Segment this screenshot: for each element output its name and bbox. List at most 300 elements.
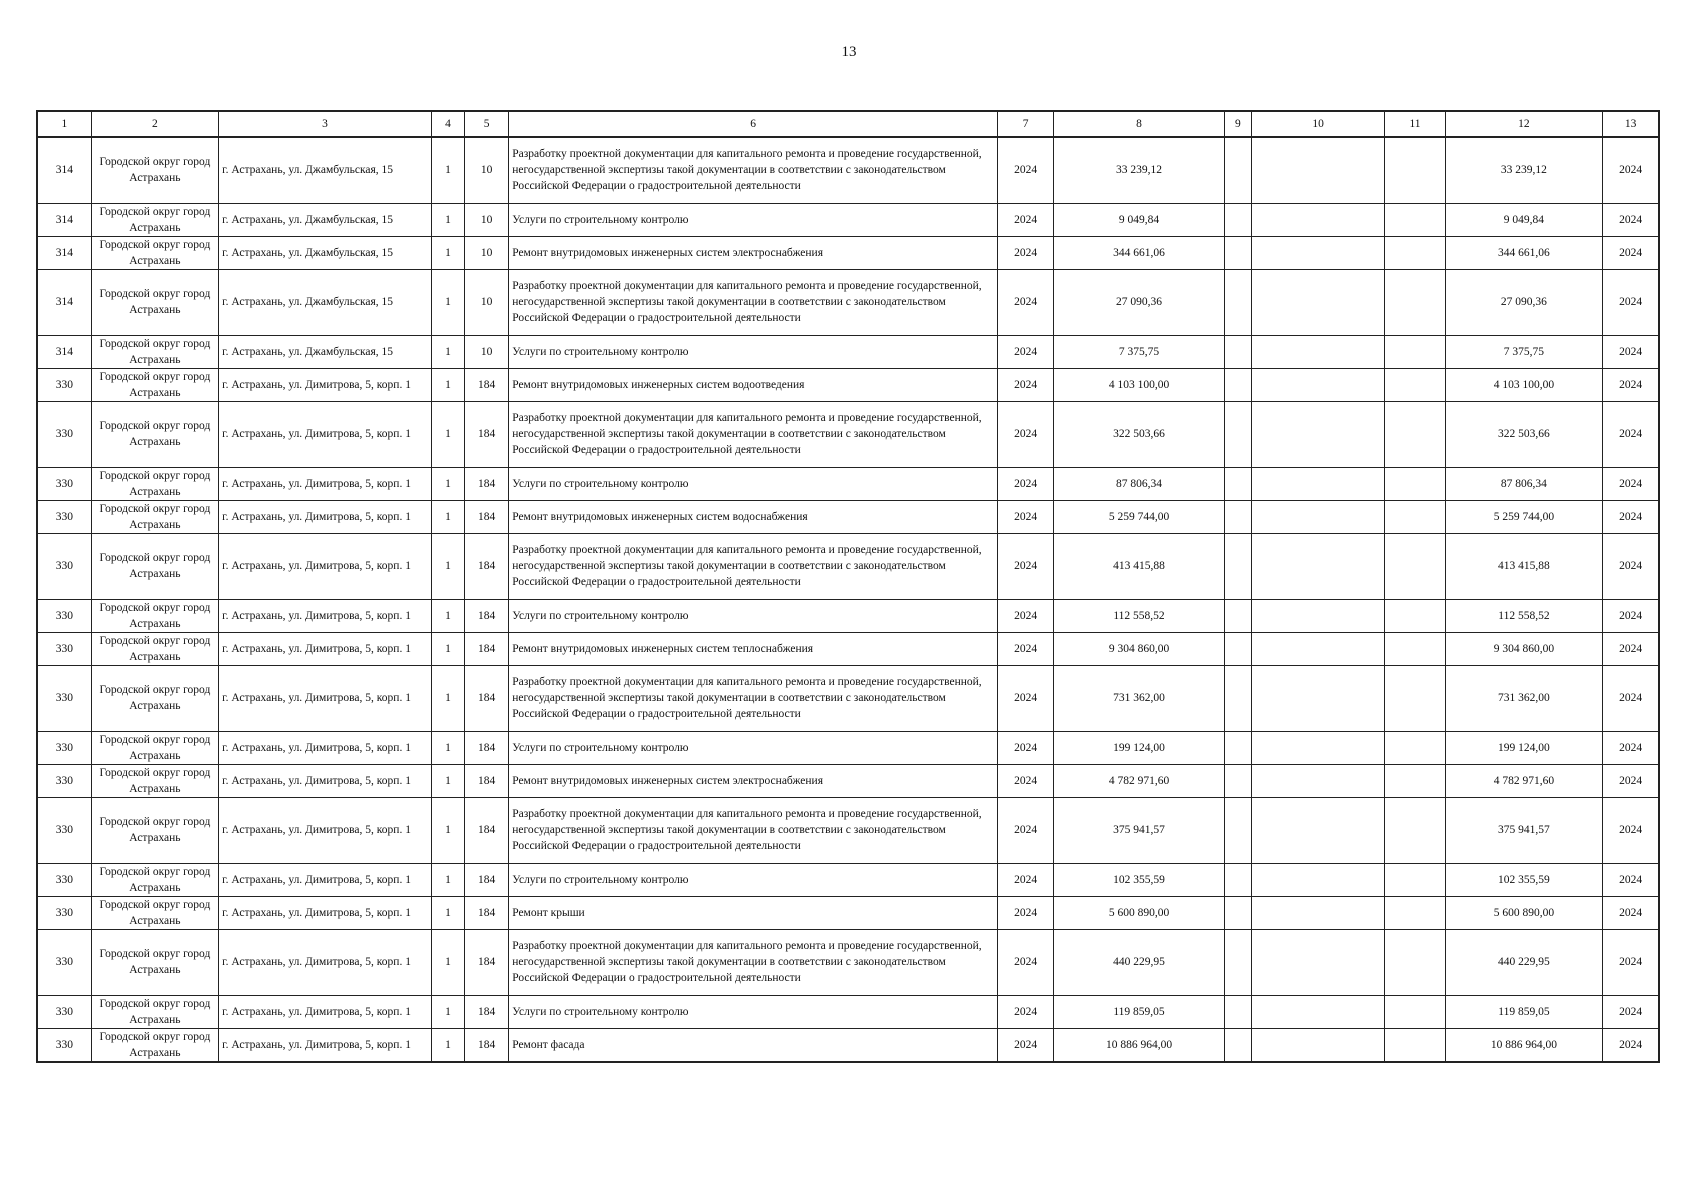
cell-col9 [1224, 368, 1251, 401]
cell-col11 [1385, 137, 1445, 203]
cell-year: 2024 [998, 929, 1054, 995]
cell-amount: 119 859,05 [1054, 995, 1225, 1028]
cell-amount: 112 558,52 [1054, 599, 1225, 632]
cell-year: 2024 [998, 500, 1054, 533]
cell-work-type: Услуги по строительному контролю [509, 467, 998, 500]
cell-amount: 440 229,95 [1054, 929, 1225, 995]
cell-col10 [1251, 599, 1384, 632]
cell-amount-total: 9 049,84 [1445, 203, 1603, 236]
cell-address: г. Астрахань, ул. Джамбульская, 15 [219, 269, 432, 335]
cell-work-type: Ремонт фасада [509, 1028, 998, 1062]
cell-record-id: 330 [37, 797, 91, 863]
cell-address: г. Астрахань, ул. Димитрова, 5, корп. 1 [219, 731, 432, 764]
cell-col4: 1 [431, 1028, 464, 1062]
table-row [37, 665, 1659, 731]
table-row [37, 797, 1659, 863]
cell-municipality: Городской округ город Астрахань [91, 203, 218, 236]
cell-municipality: Городской округ город Астрахань [91, 236, 218, 269]
cell-col5: 184 [465, 632, 509, 665]
column-header: 2 [91, 111, 218, 137]
cell-completion-year: 2024 [1603, 137, 1659, 203]
cell-col10 [1251, 929, 1384, 995]
cell-amount: 5 600 890,00 [1054, 896, 1225, 929]
cell-record-id: 330 [37, 764, 91, 797]
cell-col9 [1224, 632, 1251, 665]
cell-amount-total: 9 304 860,00 [1445, 632, 1603, 665]
cell-year: 2024 [998, 236, 1054, 269]
cell-amount-total: 5 600 890,00 [1445, 896, 1603, 929]
cell-col10 [1251, 797, 1384, 863]
cell-amount-total: 119 859,05 [1445, 995, 1603, 1028]
cell-col9 [1224, 1028, 1251, 1062]
cell-amount-total: 87 806,34 [1445, 467, 1603, 500]
cell-amount-total: 27 090,36 [1445, 269, 1603, 335]
cell-amount: 4 782 971,60 [1054, 764, 1225, 797]
cell-municipality: Городской округ город Астрахань [91, 1028, 218, 1062]
cell-municipality: Городской округ город Астрахань [91, 368, 218, 401]
cell-col9 [1224, 137, 1251, 203]
cell-col11 [1385, 335, 1445, 368]
cell-address: г. Астрахань, ул. Джамбульская, 15 [219, 335, 432, 368]
cell-col5: 184 [465, 368, 509, 401]
cell-amount-total: 4 103 100,00 [1445, 368, 1603, 401]
cell-year: 2024 [998, 137, 1054, 203]
cell-year: 2024 [998, 269, 1054, 335]
cell-year: 2024 [998, 896, 1054, 929]
cell-year: 2024 [998, 599, 1054, 632]
cell-amount-total: 10 886 964,00 [1445, 1028, 1603, 1062]
cell-completion-year: 2024 [1603, 665, 1659, 731]
cell-address: г. Астрахань, ул. Джамбульская, 15 [219, 203, 432, 236]
cell-work-type: Разработку проектной документации для капитального ремонта и проведение государственной, негосударственной экспертизы такой документации в соответствии с законодательством Российской Федерации о градостроительной деятельности [509, 929, 998, 995]
cell-col9 [1224, 797, 1251, 863]
cell-amount: 7 375,75 [1054, 335, 1225, 368]
cell-municipality: Городской округ город Астрахань [91, 896, 218, 929]
cell-col10 [1251, 995, 1384, 1028]
cell-col11 [1385, 929, 1445, 995]
cell-col5: 184 [465, 764, 509, 797]
cell-municipality: Городской округ город Астрахань [91, 137, 218, 203]
column-header: 6 [509, 111, 998, 137]
cell-municipality: Городской округ город Астрахань [91, 764, 218, 797]
cell-completion-year: 2024 [1603, 1028, 1659, 1062]
cell-col5: 184 [465, 401, 509, 467]
cell-col5: 10 [465, 236, 509, 269]
cell-col11 [1385, 500, 1445, 533]
cell-col10 [1251, 533, 1384, 599]
cell-col5: 184 [465, 500, 509, 533]
cell-year: 2024 [998, 731, 1054, 764]
table-row [37, 203, 1659, 236]
cell-municipality: Городской округ город Астрахань [91, 995, 218, 1028]
cell-address: г. Астрахань, ул. Димитрова, 5, корп. 1 [219, 401, 432, 467]
cell-col11 [1385, 467, 1445, 500]
cell-address: г. Астрахань, ул. Димитрова, 5, корп. 1 [219, 500, 432, 533]
cell-address: г. Астрахань, ул. Димитрова, 5, корп. 1 [219, 995, 432, 1028]
cell-amount-total: 375 941,57 [1445, 797, 1603, 863]
cell-record-id: 330 [37, 896, 91, 929]
cell-address: г. Астрахань, ул. Димитрова, 5, корп. 1 [219, 533, 432, 599]
header-row [37, 111, 1659, 137]
cell-col4: 1 [431, 203, 464, 236]
table-row [37, 929, 1659, 995]
cell-col10 [1251, 467, 1384, 500]
cell-address: г. Астрахань, ул. Димитрова, 5, корп. 1 [219, 599, 432, 632]
cell-col9 [1224, 533, 1251, 599]
table-row [37, 467, 1659, 500]
cell-col9 [1224, 929, 1251, 995]
cell-amount: 4 103 100,00 [1054, 368, 1225, 401]
table-row [37, 896, 1659, 929]
cell-col11 [1385, 269, 1445, 335]
table-row [37, 731, 1659, 764]
cell-col9 [1224, 764, 1251, 797]
column-header: 11 [1385, 111, 1445, 137]
cell-completion-year: 2024 [1603, 401, 1659, 467]
cell-year: 2024 [998, 203, 1054, 236]
cell-record-id: 330 [37, 731, 91, 764]
cell-amount-total: 33 239,12 [1445, 137, 1603, 203]
cell-amount-total: 731 362,00 [1445, 665, 1603, 731]
cell-completion-year: 2024 [1603, 632, 1659, 665]
cell-address: г. Астрахань, ул. Димитрова, 5, корп. 1 [219, 797, 432, 863]
repair-schedule-table [36, 110, 1660, 1063]
cell-amount-total: 440 229,95 [1445, 929, 1603, 995]
cell-year: 2024 [998, 467, 1054, 500]
cell-col11 [1385, 1028, 1445, 1062]
cell-col10 [1251, 203, 1384, 236]
cell-municipality: Городской округ город Астрахань [91, 797, 218, 863]
cell-col11 [1385, 797, 1445, 863]
cell-col11 [1385, 896, 1445, 929]
table-row [37, 368, 1659, 401]
cell-amount: 10 886 964,00 [1054, 1028, 1225, 1062]
cell-col4: 1 [431, 632, 464, 665]
cell-year: 2024 [998, 764, 1054, 797]
cell-work-type: Разработку проектной документации для капитального ремонта и проведение государственной, негосударственной экспертизы такой документации в соответствии с законодательством Российской Федерации о градостроительной деятельности [509, 665, 998, 731]
cell-col10 [1251, 236, 1384, 269]
table-row [37, 335, 1659, 368]
cell-col9 [1224, 335, 1251, 368]
cell-col11 [1385, 764, 1445, 797]
cell-amount-total: 344 661,06 [1445, 236, 1603, 269]
cell-col5: 184 [465, 1028, 509, 1062]
cell-municipality: Городской округ город Астрахань [91, 731, 218, 764]
cell-col9 [1224, 665, 1251, 731]
cell-col9 [1224, 863, 1251, 896]
cell-municipality: Городской округ город Астрахань [91, 665, 218, 731]
cell-work-type: Ремонт внутридомовых инженерных систем теплоснабжения [509, 632, 998, 665]
cell-col5: 184 [465, 533, 509, 599]
cell-completion-year: 2024 [1603, 236, 1659, 269]
cell-col11 [1385, 368, 1445, 401]
cell-address: г. Астрахань, ул. Димитрова, 5, корп. 1 [219, 467, 432, 500]
cell-address: г. Астрахань, ул. Димитрова, 5, корп. 1 [219, 665, 432, 731]
cell-municipality: Городской округ город Астрахань [91, 533, 218, 599]
cell-amount: 375 941,57 [1054, 797, 1225, 863]
cell-col5: 184 [465, 467, 509, 500]
cell-col4: 1 [431, 401, 464, 467]
cell-year: 2024 [998, 665, 1054, 731]
cell-col11 [1385, 731, 1445, 764]
cell-col4: 1 [431, 269, 464, 335]
cell-amount-total: 7 375,75 [1445, 335, 1603, 368]
cell-col9 [1224, 401, 1251, 467]
cell-amount-total: 5 259 744,00 [1445, 500, 1603, 533]
cell-completion-year: 2024 [1603, 368, 1659, 401]
cell-municipality: Городской округ город Астрахань [91, 929, 218, 995]
cell-col11 [1385, 401, 1445, 467]
cell-col11 [1385, 665, 1445, 731]
cell-col4: 1 [431, 731, 464, 764]
column-header: 13 [1603, 111, 1659, 137]
cell-work-type: Разработку проектной документации для капитального ремонта и проведение государственной, негосударственной экспертизы такой документации в соответствии с законодательством Российской Федерации о градостроительной деятельности [509, 269, 998, 335]
cell-address: г. Астрахань, ул. Димитрова, 5, корп. 1 [219, 896, 432, 929]
cell-amount-total: 4 782 971,60 [1445, 764, 1603, 797]
table-body [37, 137, 1659, 1062]
cell-col9 [1224, 500, 1251, 533]
table-row [37, 632, 1659, 665]
cell-col5: 184 [465, 797, 509, 863]
cell-col4: 1 [431, 764, 464, 797]
cell-col4: 1 [431, 995, 464, 1028]
cell-record-id: 330 [37, 665, 91, 731]
column-header: 9 [1224, 111, 1251, 137]
cell-col4: 1 [431, 236, 464, 269]
cell-record-id: 330 [37, 401, 91, 467]
cell-col10 [1251, 632, 1384, 665]
cell-amount: 87 806,34 [1054, 467, 1225, 500]
cell-col4: 1 [431, 335, 464, 368]
cell-col10 [1251, 137, 1384, 203]
cell-col4: 1 [431, 797, 464, 863]
cell-address: г. Астрахань, ул. Димитрова, 5, корп. 1 [219, 863, 432, 896]
cell-record-id: 330 [37, 467, 91, 500]
cell-amount: 9 304 860,00 [1054, 632, 1225, 665]
cell-year: 2024 [998, 533, 1054, 599]
table-row [37, 1028, 1659, 1062]
cell-col4: 1 [431, 533, 464, 599]
cell-record-id: 330 [37, 1028, 91, 1062]
cell-col5: 10 [465, 137, 509, 203]
cell-address: г. Астрахань, ул. Димитрова, 5, корп. 1 [219, 368, 432, 401]
cell-col11 [1385, 533, 1445, 599]
cell-col10 [1251, 863, 1384, 896]
cell-completion-year: 2024 [1603, 500, 1659, 533]
table-row [37, 995, 1659, 1028]
cell-col9 [1224, 203, 1251, 236]
cell-address: г. Астрахань, ул. Димитрова, 5, корп. 1 [219, 1028, 432, 1062]
column-header: 7 [998, 111, 1054, 137]
cell-municipality: Городской округ город Астрахань [91, 335, 218, 368]
cell-col11 [1385, 236, 1445, 269]
cell-completion-year: 2024 [1603, 467, 1659, 500]
cell-address: г. Астрахань, ул. Джамбульская, 15 [219, 137, 432, 203]
cell-amount-total: 102 355,59 [1445, 863, 1603, 896]
cell-year: 2024 [998, 401, 1054, 467]
cell-col4: 1 [431, 467, 464, 500]
cell-col4: 1 [431, 863, 464, 896]
cell-amount-total: 112 558,52 [1445, 599, 1603, 632]
cell-work-type: Разработку проектной документации для капитального ремонта и проведение государственной, негосударственной экспертизы такой документации в соответствии с законодательством Российской Федерации о градостроительной деятельности [509, 533, 998, 599]
cell-amount: 199 124,00 [1054, 731, 1225, 764]
column-header: 12 [1445, 111, 1603, 137]
page-number: 13 [841, 44, 857, 60]
cell-col4: 1 [431, 599, 464, 632]
cell-record-id: 330 [37, 500, 91, 533]
cell-completion-year: 2024 [1603, 929, 1659, 995]
table-row [37, 137, 1659, 203]
cell-col11 [1385, 203, 1445, 236]
cell-year: 2024 [998, 797, 1054, 863]
cell-record-id: 314 [37, 269, 91, 335]
cell-col10 [1251, 368, 1384, 401]
table-row [37, 533, 1659, 599]
cell-amount: 731 362,00 [1054, 665, 1225, 731]
cell-col10 [1251, 401, 1384, 467]
cell-col10 [1251, 665, 1384, 731]
column-header: 10 [1251, 111, 1384, 137]
table-row [37, 500, 1659, 533]
cell-year: 2024 [998, 1028, 1054, 1062]
cell-col9 [1224, 731, 1251, 764]
cell-record-id: 330 [37, 632, 91, 665]
cell-completion-year: 2024 [1603, 995, 1659, 1028]
cell-address: г. Астрахань, ул. Димитрова, 5, корп. 1 [219, 632, 432, 665]
cell-work-type: Ремонт внутридомовых инженерных систем электроснабжения [509, 236, 998, 269]
cell-work-type: Разработку проектной документации для капитального ремонта и проведение государственной, негосударственной экспертизы такой документации в соответствии с законодательством Российской Федерации о градостроительной деятельности [509, 797, 998, 863]
cell-municipality: Городской округ город Астрахань [91, 632, 218, 665]
cell-amount-total: 413 415,88 [1445, 533, 1603, 599]
column-header: 4 [431, 111, 464, 137]
cell-col4: 1 [431, 929, 464, 995]
cell-work-type: Услуги по строительному контролю [509, 203, 998, 236]
cell-work-type: Ремонт внутридомовых инженерных систем водоотведения [509, 368, 998, 401]
table-row [37, 401, 1659, 467]
cell-year: 2024 [998, 335, 1054, 368]
cell-col5: 184 [465, 929, 509, 995]
table-row [37, 236, 1659, 269]
cell-amount-total: 199 124,00 [1445, 731, 1603, 764]
cell-col5: 184 [465, 863, 509, 896]
cell-amount: 102 355,59 [1054, 863, 1225, 896]
cell-col10 [1251, 731, 1384, 764]
cell-amount: 5 259 744,00 [1054, 500, 1225, 533]
cell-completion-year: 2024 [1603, 533, 1659, 599]
cell-col11 [1385, 632, 1445, 665]
table-row [37, 764, 1659, 797]
column-header: 5 [465, 111, 509, 137]
cell-col9 [1224, 467, 1251, 500]
cell-col10 [1251, 764, 1384, 797]
cell-amount: 9 049,84 [1054, 203, 1225, 236]
cell-work-type: Услуги по строительному контролю [509, 863, 998, 896]
cell-col5: 10 [465, 269, 509, 335]
cell-work-type: Ремонт внутридомовых инженерных систем водоснабжения [509, 500, 998, 533]
cell-col9 [1224, 896, 1251, 929]
column-header: 8 [1054, 111, 1225, 137]
cell-work-type: Разработку проектной документации для капитального ремонта и проведение государственной, негосударственной экспертизы такой документации в соответствии с законодательством Российской Федерации о градостроительной деятельности [509, 137, 998, 203]
cell-amount: 344 661,06 [1054, 236, 1225, 269]
column-header: 1 [37, 111, 91, 137]
cell-address: г. Астрахань, ул. Джамбульская, 15 [219, 236, 432, 269]
cell-work-type: Услуги по строительному контролю [509, 599, 998, 632]
cell-col4: 1 [431, 665, 464, 731]
cell-completion-year: 2024 [1603, 203, 1659, 236]
cell-amount: 27 090,36 [1054, 269, 1225, 335]
cell-completion-year: 2024 [1603, 599, 1659, 632]
cell-col10 [1251, 269, 1384, 335]
cell-record-id: 314 [37, 137, 91, 203]
cell-completion-year: 2024 [1603, 335, 1659, 368]
cell-record-id: 314 [37, 236, 91, 269]
cell-work-type: Услуги по строительному контролю [509, 335, 998, 368]
cell-col10 [1251, 335, 1384, 368]
cell-record-id: 330 [37, 929, 91, 995]
cell-municipality: Городской округ город Астрахань [91, 467, 218, 500]
cell-completion-year: 2024 [1603, 269, 1659, 335]
cell-col4: 1 [431, 896, 464, 929]
cell-municipality: Городской округ город Астрахань [91, 599, 218, 632]
cell-record-id: 330 [37, 533, 91, 599]
cell-work-type: Услуги по строительному контролю [509, 995, 998, 1028]
cell-col9 [1224, 599, 1251, 632]
cell-col5: 184 [465, 731, 509, 764]
table-row [37, 599, 1659, 632]
cell-record-id: 330 [37, 863, 91, 896]
cell-col11 [1385, 863, 1445, 896]
cell-work-type: Услуги по строительному контролю [509, 731, 998, 764]
cell-work-type: Ремонт внутридомовых инженерных систем электроснабжения [509, 764, 998, 797]
cell-col11 [1385, 599, 1445, 632]
cell-col4: 1 [431, 137, 464, 203]
cell-municipality: Городской округ город Астрахань [91, 863, 218, 896]
cell-year: 2024 [998, 368, 1054, 401]
cell-col4: 1 [431, 500, 464, 533]
cell-col4: 1 [431, 368, 464, 401]
cell-col5: 184 [465, 599, 509, 632]
cell-year: 2024 [998, 632, 1054, 665]
cell-completion-year: 2024 [1603, 731, 1659, 764]
cell-completion-year: 2024 [1603, 797, 1659, 863]
cell-col5: 10 [465, 203, 509, 236]
cell-address: г. Астрахань, ул. Димитрова, 5, корп. 1 [219, 764, 432, 797]
cell-col10 [1251, 896, 1384, 929]
cell-col5: 184 [465, 665, 509, 731]
cell-col9 [1224, 269, 1251, 335]
cell-record-id: 314 [37, 335, 91, 368]
table-row [37, 269, 1659, 335]
cell-work-type: Разработку проектной документации для капитального ремонта и проведение государственной, негосударственной экспертизы такой документации в соответствии с законодательством Российской Федерации о градостроительной деятельности [509, 401, 998, 467]
cell-col11 [1385, 995, 1445, 1028]
cell-record-id: 330 [37, 368, 91, 401]
cell-amount: 322 503,66 [1054, 401, 1225, 467]
cell-municipality: Городской округ город Астрахань [91, 269, 218, 335]
cell-amount: 33 239,12 [1054, 137, 1225, 203]
cell-col5: 184 [465, 896, 509, 929]
cell-col9 [1224, 236, 1251, 269]
table-row [37, 863, 1659, 896]
cell-year: 2024 [998, 863, 1054, 896]
cell-completion-year: 2024 [1603, 863, 1659, 896]
cell-col10 [1251, 500, 1384, 533]
cell-municipality: Городской округ город Астрахань [91, 500, 218, 533]
cell-record-id: 314 [37, 203, 91, 236]
cell-col10 [1251, 1028, 1384, 1062]
cell-col5: 184 [465, 995, 509, 1028]
cell-record-id: 330 [37, 995, 91, 1028]
cell-amount-total: 322 503,66 [1445, 401, 1603, 467]
